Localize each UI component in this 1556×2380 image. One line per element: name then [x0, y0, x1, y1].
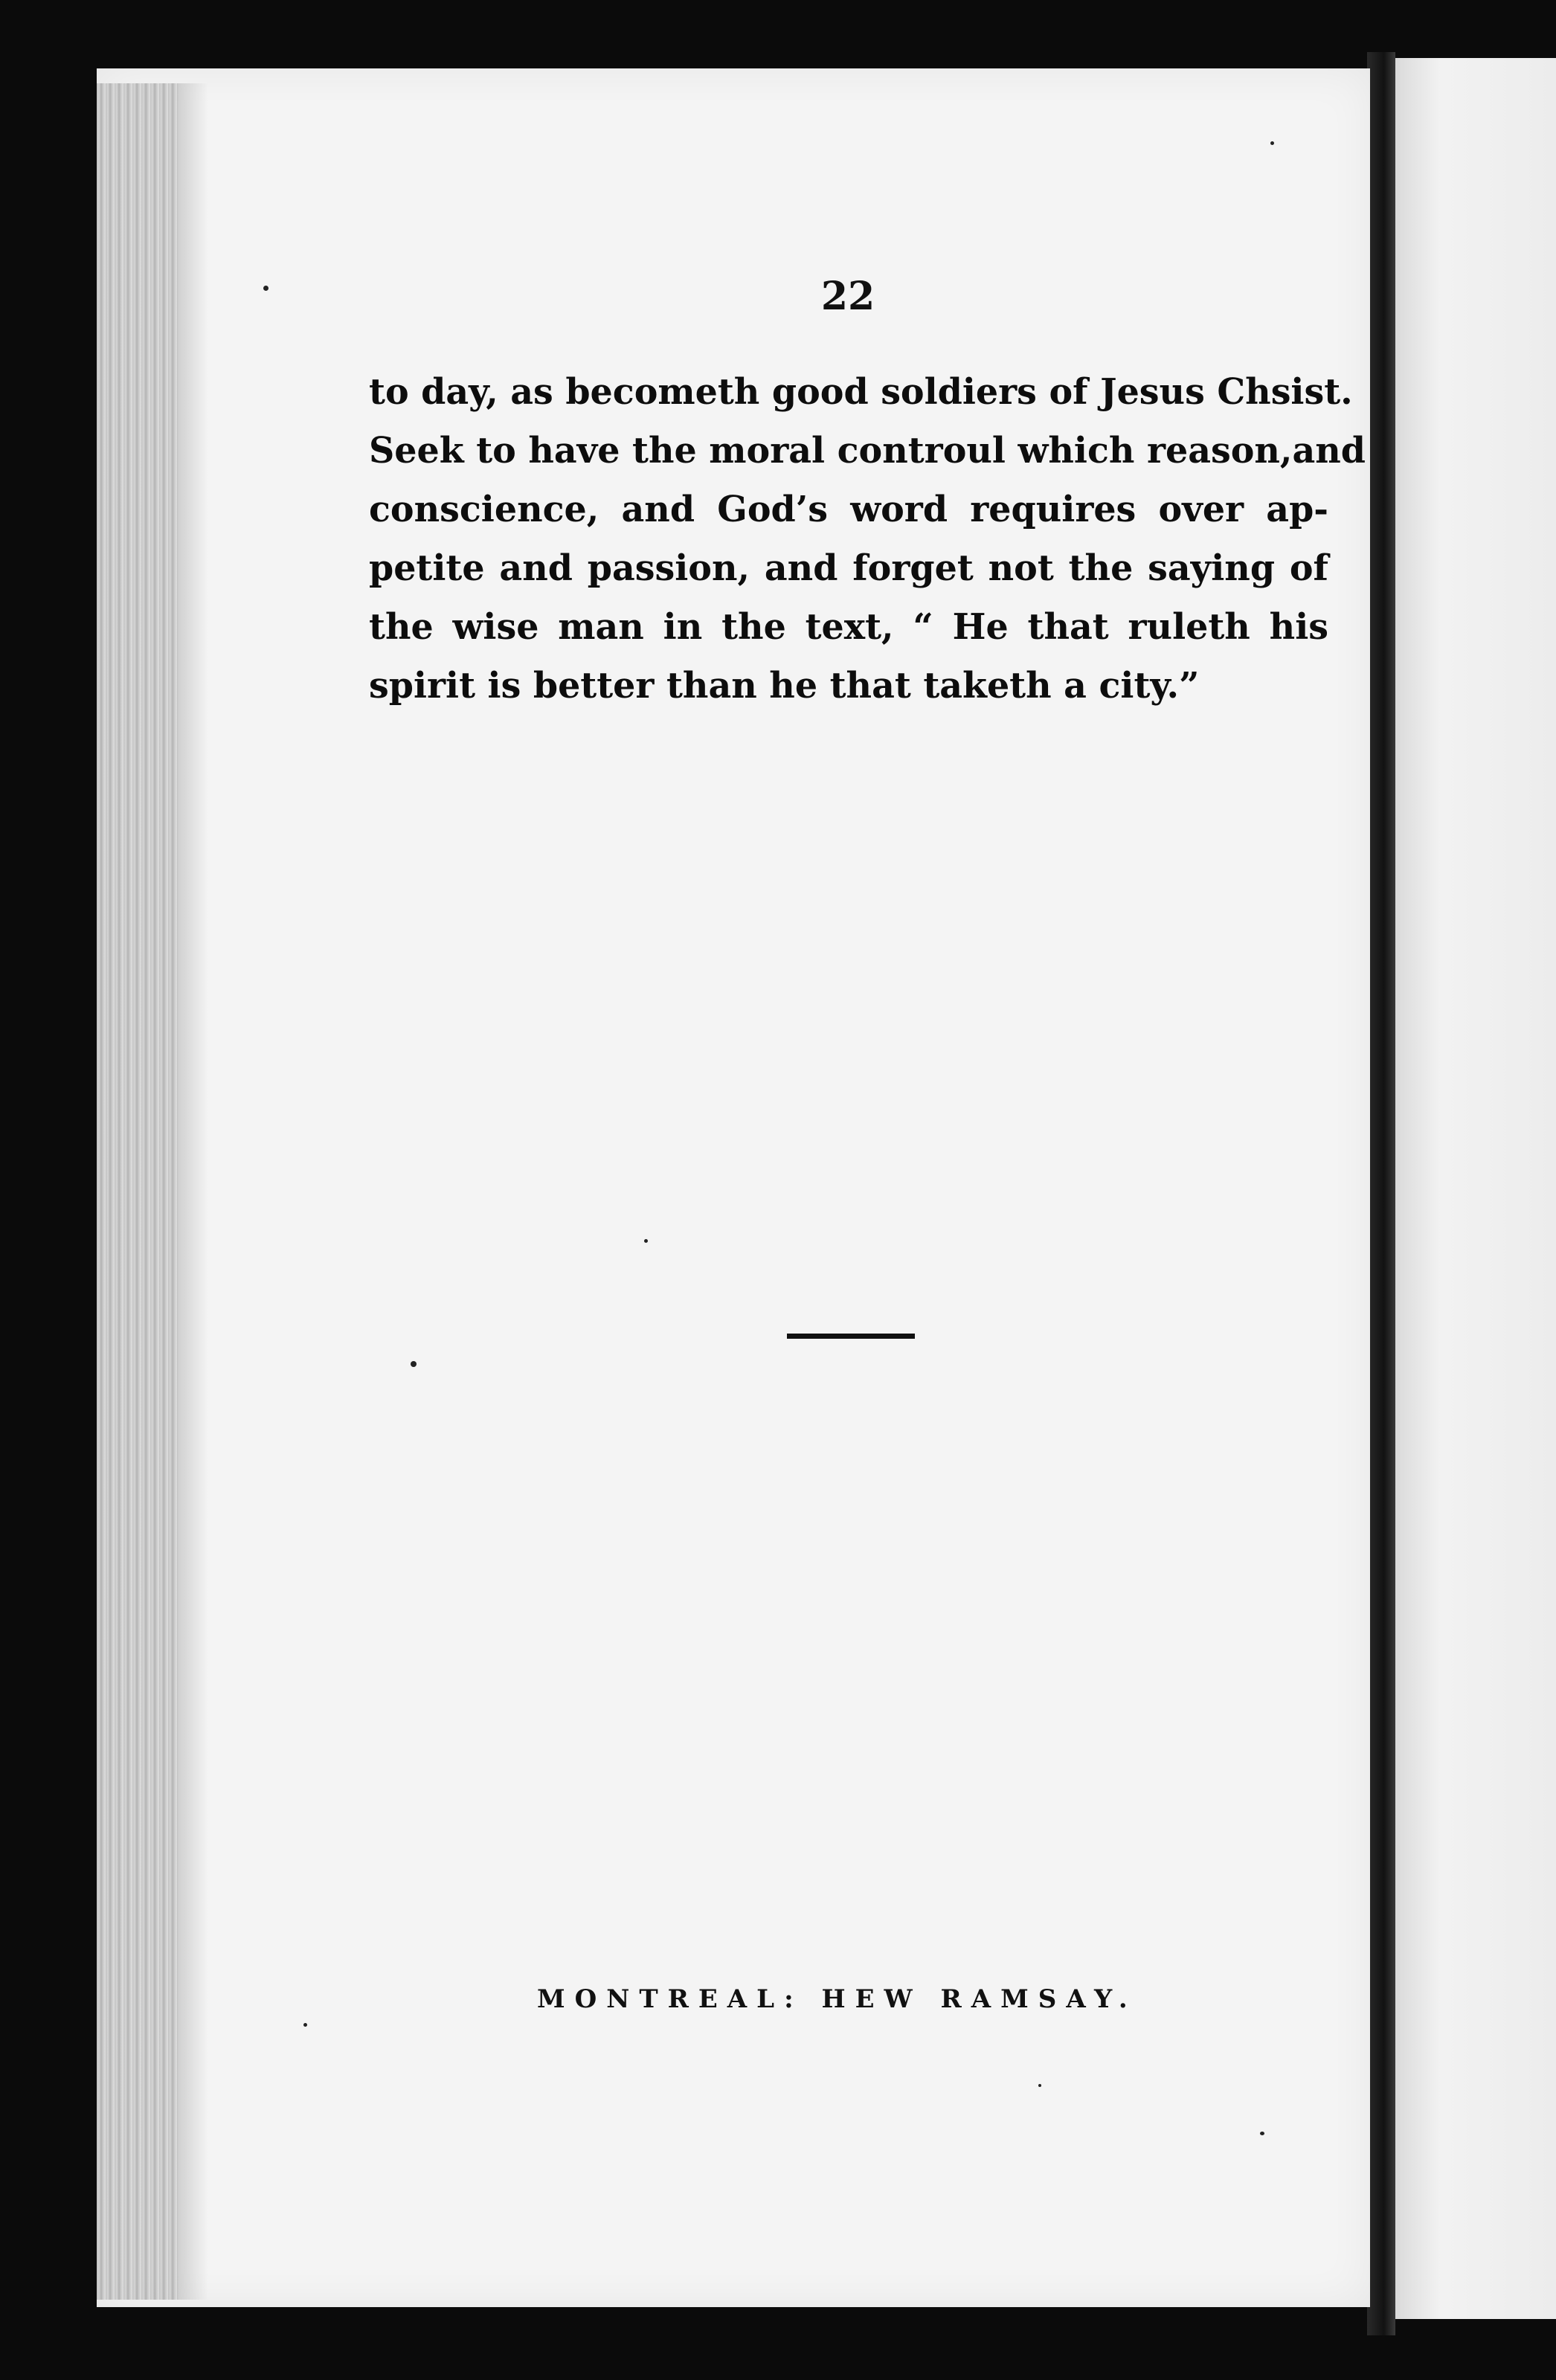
scan-speck: [644, 1239, 648, 1243]
scan-speck: [411, 1361, 417, 1367]
text-line: spirit is better than he that taketh a city.”: [369, 665, 1200, 707]
printer-imprint: MONTREAL: HEW RAMSAY.: [537, 1984, 1137, 2014]
page-edge-fade: [179, 83, 208, 2300]
text-line: to day, as becometh good soldiers of Jesus Chsist.: [369, 371, 1353, 413]
body-text: [369, 363, 1366, 715]
page-number: 22: [820, 274, 875, 319]
scan-speck: [1270, 141, 1274, 145]
page-edge-stack: [97, 83, 179, 2300]
section-rule: [787, 1334, 915, 1339]
scan-speck: [263, 286, 269, 291]
scan-speck: [1038, 2084, 1041, 2087]
gutter-shadow: [1367, 52, 1395, 2335]
text-line: petite and passion, and forget not the saying of: [369, 547, 1328, 589]
text-line: Seek to have the moral controul which reason,and: [369, 430, 1366, 472]
facing-page: [1391, 58, 1556, 2319]
text-line: conscience, and God’s word requires over ap-: [369, 489, 1328, 530]
text-line: the wise man in the text, “ He that ruleth his: [369, 606, 1328, 648]
scan-speck: [1260, 2132, 1264, 2135]
scan-speck: [303, 2023, 307, 2027]
